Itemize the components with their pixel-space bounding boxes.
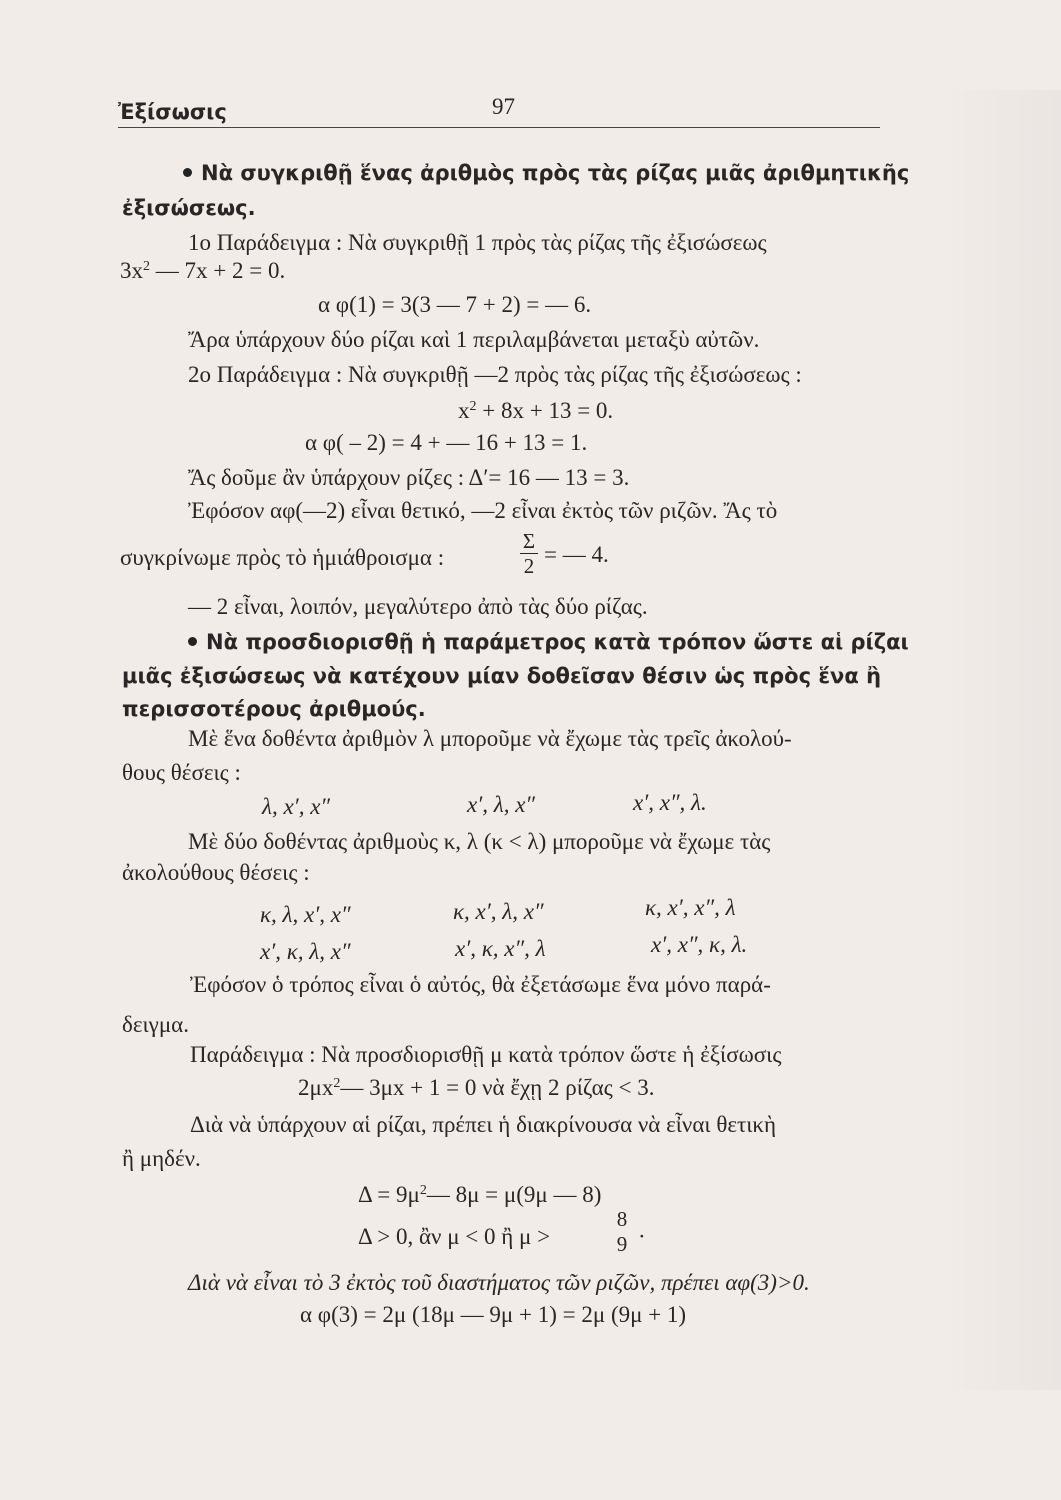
section-heading-1 [183, 158, 909, 188]
running-header-title: Ἐξίσωσις [118, 100, 227, 124]
fraction-numerator: Σ [522, 529, 536, 553]
example-3-title: Παράδειγμα : Νὰ προσδιορισθῇ μ κατὰ τρόπον ὥστε ἡ ἐξίσωσις [190, 1042, 782, 1067]
example-2-discriminant: Ἄς δοῦμε ἂν ὑπάρχουν ρίζες : Δ′= 16 — 13 = 3. [188, 465, 630, 490]
paragraph-same-method: Ἐφόσον ὁ τρόπος εἶναι ὁ αὐτός, θὰ ἐξετάσωμε ἕνα μόνο παρά- [190, 972, 771, 997]
section-heading-2 [188, 627, 909, 657]
section-heading-1-text: Νὰ συγκριθῇ ἕνας ἀριθμὸς πρὸς τὰς ρίζας μιᾶς ἀριθμητικῆς [201, 161, 910, 185]
position-3-c: x′, x″, κ, λ. [651, 932, 748, 957]
paragraph-two-numbers-cont: ἀκολούθους θέσεις : [122, 860, 310, 885]
fraction-numerator: 8 [616, 1207, 628, 1231]
position-1-b: x′, λ, x″ [467, 792, 535, 817]
fraction-denominator: 2 [523, 554, 535, 578]
paragraph-same-method-cont: δειγμα. [122, 1012, 189, 1037]
fraction-denominator: 9 [616, 1232, 628, 1256]
paragraph-two-numbers: Μὲ δύο δοθέντας ἀριθμοὺς κ, λ (κ < λ) μποροῦμε νὰ ἔχωμε τὰς [188, 829, 771, 854]
section-heading-2-text: Νὰ προσδιορισθῇ ἡ παράμετρος κατὰ τρόπον ὥστε αἱ ρίζαι [206, 630, 909, 654]
position-3-a: x′, κ, λ, x″ [260, 939, 351, 964]
position-1-c: x′, x″, λ. [633, 790, 707, 815]
example-1-title: 1ο Παράδειγμα : Νὰ συγκριθῇ 1 πρὸς τὰς ρίζας τῆς ἐξισώσεως [188, 230, 767, 255]
example-2-sign: Ἐφόσον αφ(—2) εἶναι θετικό, —2 εἶναι ἐκτὸς τῶν ριζῶν. Ἄς τὸ [188, 498, 778, 523]
paragraph-interval-condition: Διὰ νὰ εἶναι τὸ 3 ἐκτὸς τοῦ διαστήματος τῶν ριζῶν, πρέπει αφ(3)>0. [188, 1270, 810, 1295]
final-evaluation: α φ(3) = 2μ (18μ — 9μ + 1) = 2μ (9μ + 1) [300, 1302, 687, 1327]
example-2-conclusion: — 2 εἶναι, λοιπόν, μεγαλύτερο ἀπὸ τὰς δύο ρίζας. [188, 594, 648, 619]
position-1-a: λ, x′, x″ [262, 794, 330, 819]
half-sum-value: = — 4. [544, 542, 609, 567]
bleed-through-shade [941, 90, 1061, 1390]
example-3-equation: $2\mu x^2—$ 3μx + 1 = 0 νὰ ἔχῃ 2 ρίζας < 3. [298, 1075, 655, 1100]
example-2-title: 2ο Παράδειγμα : Νὰ συγκριθῇ —2 πρὸς τὰς ρίζας τῆς ἐξισώσεως : [188, 362, 802, 387]
example-1-conclusion: Ἄρα ὑπάρχουν δύο ρίζαι καὶ 1 περιλαμβάνεται μεταξὺ αὐτῶν. [188, 327, 760, 352]
section-heading-2-cont-1: μιᾶς ἐξισώσεως νὰ κατέχουν μίαν δοθεῖσαν θέσιν ὡς πρὸς ἕνα ἢ [122, 664, 882, 688]
bullet-icon [183, 168, 192, 177]
example-2-equation: $x^2 + 8x + 13 = 0$. [458, 398, 614, 423]
header-rule [118, 127, 880, 128]
paragraph-one-number-cont: θους θέσεις : [122, 760, 241, 785]
section-heading-2-cont-2: περισσοτέρους ἀριθμούς. [122, 697, 426, 721]
condition-end-dot: · [638, 1224, 646, 1249]
paragraph-discriminant-cont: ἢ μηδέν. [122, 1146, 201, 1171]
half-sum-fraction [520, 530, 538, 577]
page-number: 97 [492, 94, 515, 119]
discriminant-condition: Δ > 0, ἂν μ < 0 ἢ μ > [358, 1224, 551, 1249]
position-2-c: κ, x′, x″, λ [645, 895, 736, 920]
example-2-half-sum-label: συγκρίνωμε πρὸς τὸ ἡμιάθροισμα : [120, 545, 445, 570]
paragraph-discriminant: Διὰ νὰ ὑπάρχουν αἱ ρίζαι, πρέπει ἡ διακρίνουσα νὰ εἶναι θετικὴ [190, 1112, 777, 1137]
bullet-icon [188, 637, 197, 646]
paragraph-one-number: Μὲ ἕνα δοθέντα ἀριθμὸν λ μποροῦμε νὰ ἔχωμε τὰς τρεῖς ἀκολού- [188, 726, 792, 751]
example-2-evaluation: α φ( – 2) = 4 + — 16 + 13 = 1. [305, 430, 588, 455]
position-2-a: κ, λ, x′, x″ [260, 902, 351, 927]
example-1-equation: $3x^2$ — 7x + 2 = 0. [120, 258, 286, 283]
example-1-evaluation: α φ(1) = 3(3 — 7 + 2) = — 6. [318, 292, 592, 317]
position-3-b: x′, κ, x″, λ [455, 936, 546, 961]
eight-ninths-fraction [614, 1208, 630, 1255]
discriminant-equation: $\Delta = 9\mu^2—$ 8μ = μ(9μ — 8) [358, 1182, 602, 1207]
section-heading-1-cont: ἐξισώσεως. [122, 196, 256, 220]
position-2-b: κ, x′, λ, x″ [453, 899, 544, 924]
